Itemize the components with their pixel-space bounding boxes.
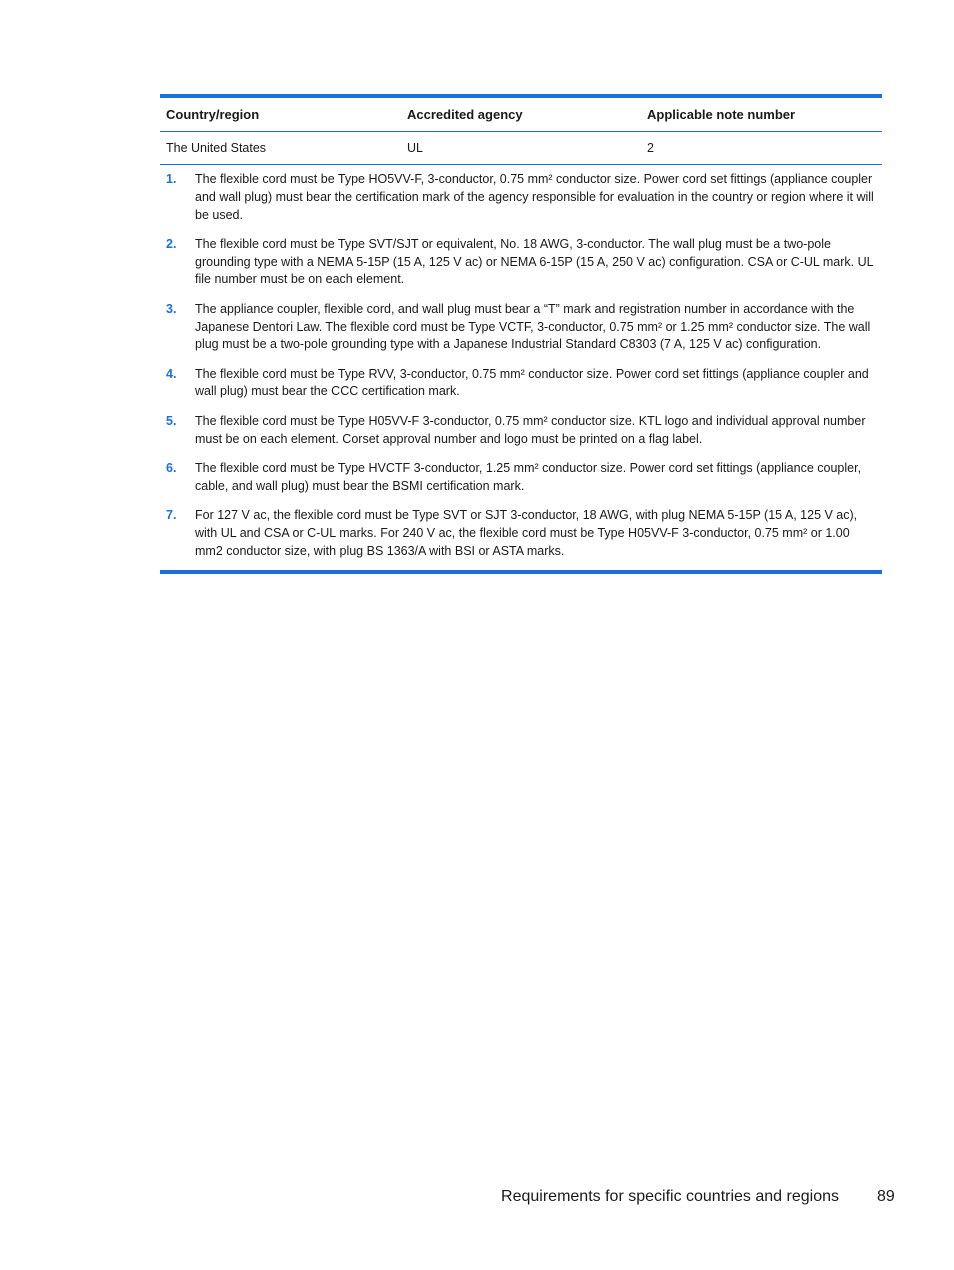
note-item bbox=[160, 366, 882, 402]
note-text: The flexible cord must be Type HO5VV-F, 3-conductor, 0.75 mm² conductor size. Power cord set fittings (appliance coupler and wall plug) must bear the certification mark of the agency responsible for evaluation in the country or region where it will be used. bbox=[195, 172, 874, 222]
note-item bbox=[160, 236, 882, 289]
note-item bbox=[160, 507, 882, 560]
note-number: 4. bbox=[166, 366, 177, 381]
note-item bbox=[160, 301, 882, 354]
cell-country: The United States bbox=[166, 141, 267, 155]
table-bottom-rule bbox=[160, 570, 882, 574]
note-text: The flexible cord must be Type SVT/SJT or equivalent, No. 18 AWG, 3-conductor. The wall plug must be a two-pole grounding type with a NEMA 5-15P (15 A, 125 V ac) or NEMA 6-15P (15 A, 250 V ac) configuration. CSA or C-UL mark. UL file number must be on each element. bbox=[195, 236, 874, 287]
requirements-table bbox=[160, 94, 882, 574]
note-text: The flexible cord must be Type RVV, 3-conductor, 0.75 mm² conductor size. Power cord set fittings (appliance coupler and wall plug) must bear the CCC certification mark. bbox=[195, 366, 869, 399]
note-number: 6. bbox=[166, 460, 177, 475]
note-number: 7. bbox=[166, 507, 177, 522]
note-number: 2. bbox=[166, 236, 177, 251]
note-item bbox=[160, 413, 882, 449]
note-item bbox=[160, 460, 882, 496]
table-row bbox=[160, 132, 882, 164]
note-number: 1. bbox=[166, 172, 177, 186]
cell-agency: UL bbox=[407, 141, 423, 155]
footer-section-title: Requirements for specific countries and regions bbox=[501, 1188, 839, 1205]
note-text: The flexible cord must be Type HVCTF 3-conductor, 1.25 mm² conductor size. Power cord set fittings (appliance coupler, cable, and wall plug) must bear the BSMI certification mark. bbox=[195, 460, 862, 493]
header-country-region: Country/region bbox=[166, 107, 260, 122]
header-applicable-note-number: Applicable note number bbox=[647, 107, 796, 122]
note-text: The flexible cord must be Type H05VV-F 3-conductor, 0.75 mm² conductor size. KTL logo and individual approval number must be on each element. Corset approval number and logo must be printed on a flag label. bbox=[195, 413, 866, 446]
note-text: The appliance coupler, flexible cord, and wall plug must bear a “T” mark and registration number in accordance with the Japanese Dentori Law. The flexible cord must be Type VCTF, 3-conductor, 0.75 mm² or 1.25 mm² conductor size. The wall plug must be a two-pole grounding type with a Japanese Industrial Standard C8303 (7 A, 125 V ac) configuration. bbox=[195, 301, 871, 352]
page-number: 89 bbox=[877, 1188, 895, 1205]
note-text: For 127 V ac, the flexible cord must be Type SVT or SJT 3-conductor, 18 AWG, with plug NEMA 5-15P (15 A, 125 V ac), with UL and CSA or C-UL marks. For 240 V ac, the flexible cord must be Type H05VV-F 3-conductor, 0.75 mm² or 1.00 mm2 conductor size, with plug BS 1363/A with BSI or ASTA marks. bbox=[195, 507, 858, 558]
notes-list bbox=[160, 165, 882, 570]
note-number: 3. bbox=[166, 301, 177, 316]
table-header-row bbox=[160, 98, 882, 131]
cell-note-number: 2 bbox=[647, 141, 654, 155]
page-footer bbox=[0, 1188, 954, 1212]
note-number: 5. bbox=[166, 413, 177, 428]
note-item bbox=[160, 171, 882, 224]
header-accredited-agency: Accredited agency bbox=[407, 107, 523, 122]
